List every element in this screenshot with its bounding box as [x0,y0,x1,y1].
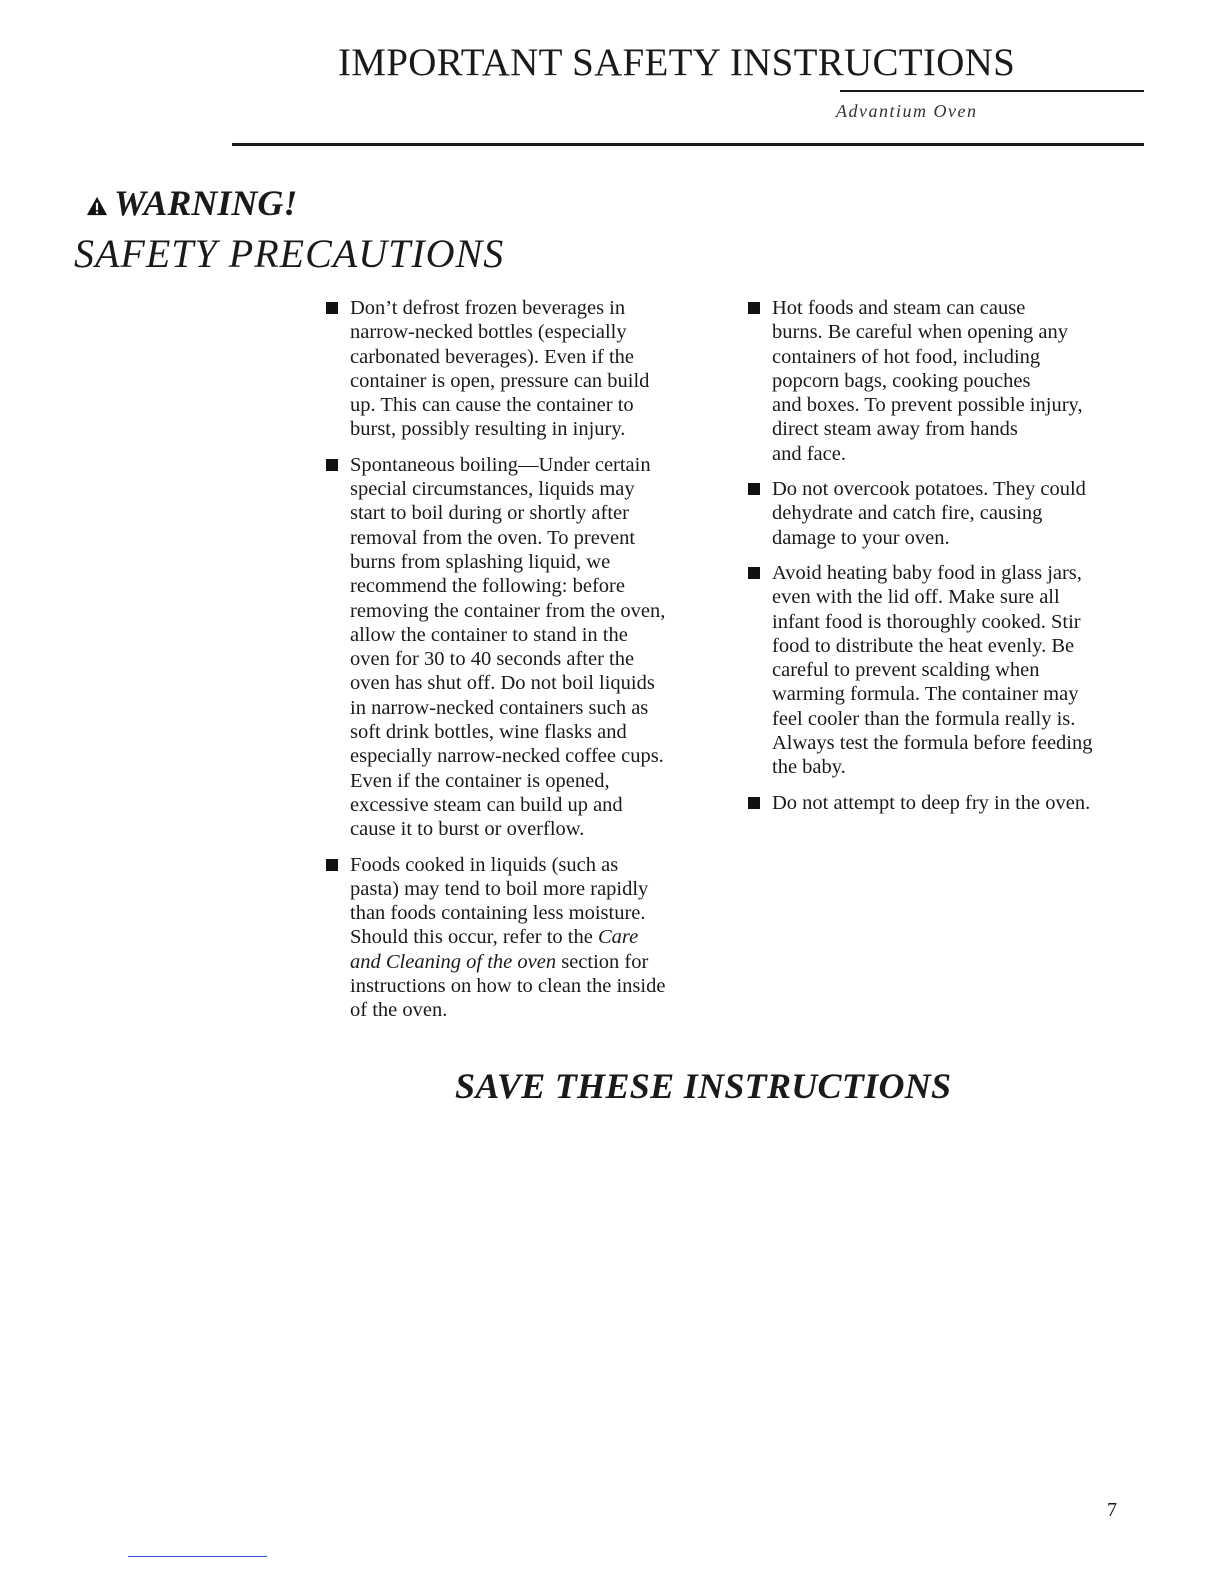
right-column [744,296,1148,826]
item-line: dehydrate and catch fire, causing [772,502,1043,525]
item-line: special circumstances, liquids may [350,478,635,501]
warning-triangle-icon [86,195,108,217]
item-line: carbonated beverages). Even if the [350,345,635,368]
item-line: Do not overcook potatoes. They could [772,478,1086,501]
item-line [350,950,724,974]
item-line: burst, possibly resulting in injury. [350,418,626,441]
square-bullet-icon [748,302,760,314]
item-line: Foods cooked in liquids (such as [350,853,619,876]
item-line: than foods containing less moisture. [350,902,646,925]
item-line [350,925,724,949]
page-header-title: IMPORTANT SAFETY INSTRUCTIONS [338,41,1016,84]
item-line: the baby. [772,756,846,779]
item-line: up. This can cause the container to [350,394,634,417]
item-line: Don’t defrost frozen beverages in [350,297,626,319]
item-line: warming formula. The container may [772,683,1079,706]
item-line: removal from the oven. To prevent [350,526,636,549]
item-text: Should this occur, refer to the [350,926,598,949]
warning-heading [86,182,297,224]
item-line: burns from splashing liquid, we [350,550,611,573]
item-line: soft drink bottles, wine flasks and [350,721,627,744]
item-line: recommend the following: before [350,575,625,598]
square-bullet-icon [326,859,338,871]
item-line: damage to your oven. [772,526,950,549]
item-line: especially narrow-necked coffee cups. [350,745,664,768]
item-line: pasta) may tend to boil more rapidly [350,877,649,900]
item-line: direct steam away from hands [772,418,1018,441]
item-line: Always test the formula before feeding [772,732,1093,755]
item-line: burns. Be careful when opening any [772,321,1069,344]
square-bullet-icon [748,483,760,495]
item-line: oven for 30 to 40 seconds after the [350,648,635,671]
product-subtitle: Advantium Oven [836,101,978,121]
item-line: instructions on how to clean the inside [350,975,666,998]
header-rule [840,90,1144,92]
section-title: SAFETY PRECAUTIONS [74,231,505,276]
square-bullet-icon [748,797,760,809]
care-cleaning-reference: and Cleaning of the oven [350,950,557,973]
list-item [322,453,724,842]
item-line: Hot foods and steam can cause [772,297,1026,319]
item-line: in narrow-necked containers such as [350,696,649,719]
item-line: oven has shut off. Do not boil liquids [350,672,655,695]
square-bullet-icon [748,567,760,579]
item-line: Even if the container is opened, [350,769,610,792]
square-bullet-icon [326,302,338,314]
bottom-rule [128,1556,267,1557]
item-line: excessive steam can build up and [350,793,623,816]
item-line: popcorn bags, cooking pouches [772,369,1031,392]
item-line: container is open, pressure can build [350,369,650,392]
square-bullet-icon [326,459,338,471]
list-item [744,477,1148,550]
left-column [322,296,724,1034]
list-item [322,296,724,442]
list-item [322,853,724,1023]
item-line: Avoid heating baby food in glass jars, [772,561,1082,584]
item-line: cause it to burst or overflow. [350,818,585,841]
section-divider [232,143,1144,146]
item-line: narrow-necked bottles (especially [350,321,627,344]
item-line: careful to prevent scalding when [772,659,1040,682]
item-line: and face. [772,442,846,465]
item-line: Do not attempt to deep fry in the oven. [772,791,1091,814]
page-number: 7 [1107,1499,1117,1521]
item-line: food to distribute the heat evenly. Be [772,634,1075,657]
item-line: Spontaneous boiling—Under certain [350,453,651,476]
item-line: removing the container from the oven, [350,599,666,622]
item-line: start to boil during or shortly after [350,502,629,525]
item-line: of the oven. [350,999,448,1022]
item-line: allow the container to stand in the [350,623,628,646]
item-text: section for [556,950,649,973]
item-line: containers of hot food, including [772,345,1041,368]
save-instructions-heading: SAVE THESE INSTRUCTIONS [455,1066,952,1106]
item-line: even with the lid off. Make sure all [772,586,1060,609]
list-item [744,561,1148,780]
item-line: infant food is thoroughly cooked. Stir [772,610,1081,633]
item-line: and boxes. To prevent possible injury, [772,394,1083,417]
warning-label: WARNING! [114,183,298,223]
list-item [744,296,1148,466]
care-cleaning-reference: Care [597,926,639,949]
item-line: feel cooler than the formula really is. [772,707,1076,730]
list-item [744,791,1148,815]
